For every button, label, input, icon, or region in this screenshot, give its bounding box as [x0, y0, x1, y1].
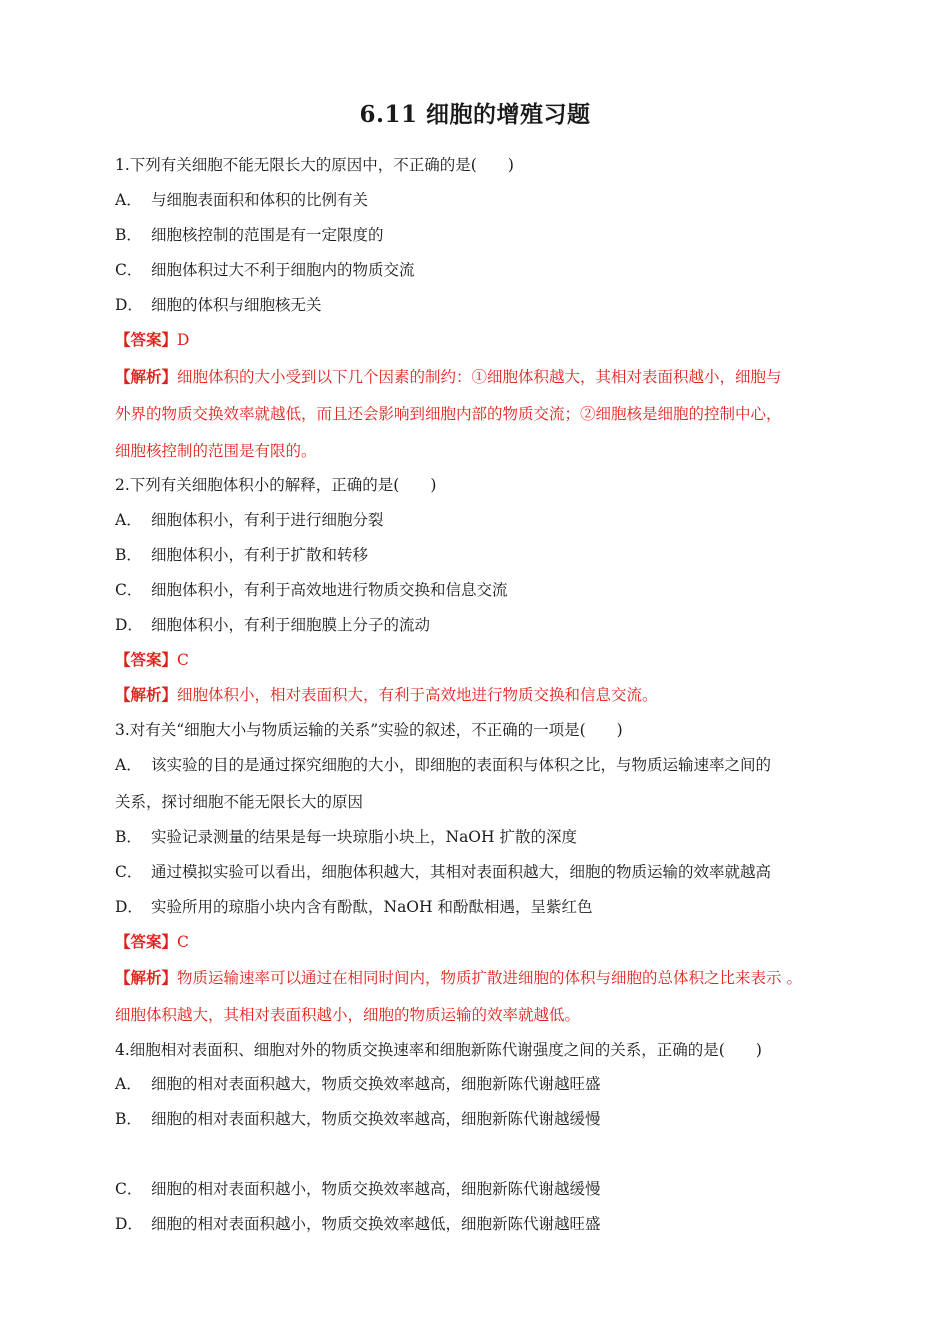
question-4-stem: 4.细胞相对表面积、细胞对外的物质交换速率和细胞新陈代谢强度之间的关系，正确的是( ): [115, 1041, 762, 1059]
question-1-option-a: A． 与细胞表面积和体积的比例有关: [115, 191, 369, 209]
question-3-option-a-continued: 关系，探讨细胞不能无限长大的原因: [115, 793, 364, 811]
question-1-analysis-line-1: 【解析】细胞体积的大小受到以下几个因素的制约：①细胞体积越大，其相对表面积越小，细胞与: [115, 367, 782, 386]
question-3-analysis-line-1: 【解析】物质运输速率可以通过在相同时间内，物质扩散进细胞的体积与细胞的总体积之比来表示 。: [115, 968, 802, 987]
question-1-option-d: D． 细胞的体积与细胞核无关: [115, 296, 322, 314]
question-1-answer: 【答案】D: [115, 330, 190, 349]
question-1-analysis-line-3: 细胞核控制的范围是有限的。: [115, 442, 317, 460]
question-1-option-c: C． 细胞体积过大不利于细胞内的物质交流: [115, 261, 415, 279]
question-4-option-b: B． 细胞的相对表面积越大，物质交换效率越高，细胞新陈代谢越缓慢: [115, 1110, 601, 1128]
question-2-stem: 2.下列有关细胞体积小的解释，正确的是( ): [115, 476, 437, 494]
question-3-stem: 3.对有关“细胞大小与物质运输的关系”实验的叙述，不正确的一项是( ): [115, 721, 623, 739]
question-1-stem: 1.下列有关细胞不能无限长大的原因中，不正确的是( ): [115, 156, 514, 174]
question-4-option-c: C． 细胞的相对表面积越小，物质交换效率越高，细胞新陈代谢越缓慢: [115, 1180, 601, 1198]
question-3-option-c: C． 通过模拟实验可以看出，细胞体积越大，其相对表面积越大，细胞的物质运输的效率就越高: [115, 863, 772, 881]
question-2-answer: 【答案】C: [115, 650, 189, 669]
question-4-option-d: D． 细胞的相对表面积越小，物质交换效率越低，细胞新陈代谢越旺盛: [115, 1215, 601, 1233]
question-1-analysis-line-2: 外界的物质交换效率就越低，而且还会影响到细胞内部的物质交流；②细胞核是细胞的控制中心，: [115, 405, 782, 423]
question-2-analysis-line-1: 【解析】细胞体积小，相对表面积大，有利于高效地进行物质交换和信息交流。: [115, 685, 658, 704]
question-3-answer: 【答案】C: [115, 932, 189, 951]
question-2-option-b: B． 细胞体积小，有利于扩散和转移: [115, 546, 369, 564]
page-title: 6.11 细胞的增殖习题: [359, 101, 591, 128]
question-1-option-b: B． 细胞核控制的范围是有一定限度的: [115, 226, 384, 244]
question-3-option-b: B． 实验记录测量的结果是每一块琼脂小块上，NaOH 扩散的深度: [115, 828, 577, 846]
question-3-option-d: D． 实验所用的琼脂小块内含有酚酞，NaOH 和酚酞相遇，呈紫红色: [115, 898, 593, 916]
question-2-option-a: A． 细胞体积小，有利于进行细胞分裂: [115, 511, 384, 529]
question-3-option-a: A． 该实验的目的是通过探究细胞的大小，即细胞的表面积与体积之比，与物质运输速率之间的: [115, 756, 772, 774]
question-3-analysis-line-2: 细胞体积越大，其相对表面积越小，细胞的物质运输的效率就越低。: [115, 1006, 581, 1024]
question-4-option-a: A． 细胞的相对表面积越大，物质交换效率越高，细胞新陈代谢越旺盛: [115, 1075, 601, 1093]
question-2-option-c: C． 细胞体积小，有利于高效地进行物质交换和信息交流: [115, 581, 508, 599]
question-2-option-d: D． 细胞体积小，有利于细胞膜上分子的流动: [115, 616, 431, 634]
